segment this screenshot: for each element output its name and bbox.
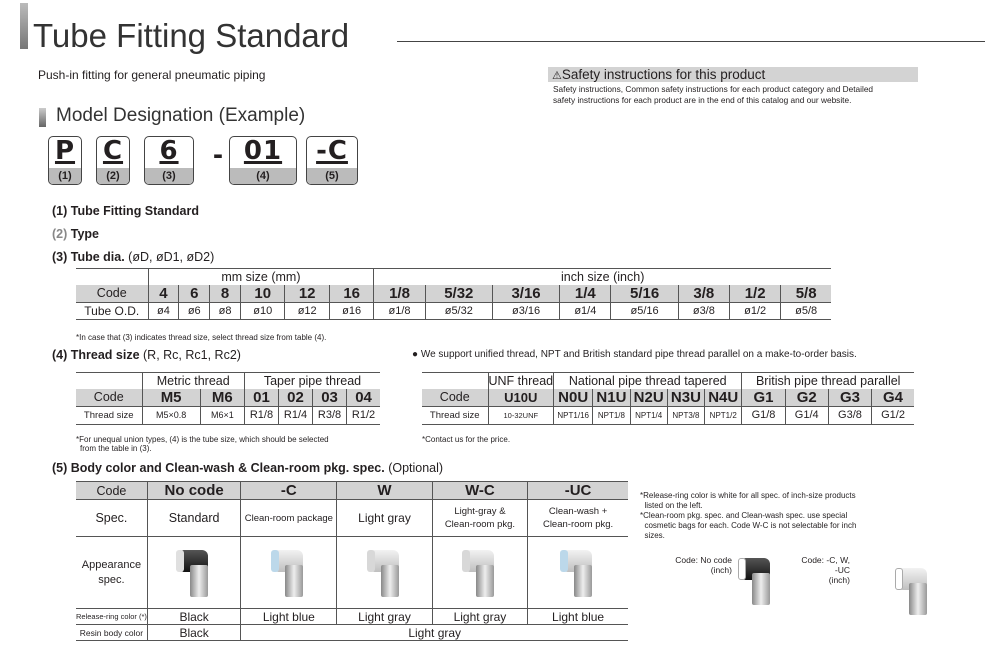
note-line: *Release-ring color is white for all spec. of inch-size products bbox=[640, 491, 856, 500]
code-cell: 12 bbox=[285, 285, 329, 303]
code-cell: 5/32 bbox=[425, 285, 492, 303]
od-cell: ø16 bbox=[329, 303, 373, 320]
code-cell: G2 bbox=[785, 389, 828, 407]
od-cell: ø3/16 bbox=[492, 303, 559, 320]
section-3-norm: (øD, øD1, øD2) bbox=[128, 250, 215, 264]
od-cell: ø1/4 bbox=[560, 303, 611, 320]
unequal-union-note bbox=[76, 435, 329, 453]
size-cell: G1/4 bbox=[785, 406, 828, 424]
code-cell: -C bbox=[241, 482, 337, 500]
caption-line: Code: No code bbox=[675, 555, 732, 565]
size-cell: NPT1/4 bbox=[630, 406, 667, 424]
note-line: cosmetic bags for each. Code W-C is not selectable for inch bbox=[640, 521, 857, 530]
unf-thread-header: UNF thread bbox=[488, 373, 554, 388]
fitting-lightgray-image bbox=[462, 545, 498, 597]
code-cell: No code bbox=[147, 482, 241, 500]
section-3-title bbox=[52, 250, 214, 264]
od-cell: ø8 bbox=[210, 303, 241, 320]
caption-line: Code: -C, W, bbox=[801, 555, 850, 565]
safety-heading-text: Safety instructions for this product bbox=[561, 67, 766, 82]
code-cell: N3U bbox=[667, 389, 704, 407]
code-cell: G3 bbox=[828, 389, 871, 407]
section-4-title bbox=[52, 348, 241, 362]
size-cell: 10-32UNF bbox=[488, 406, 554, 424]
model-key-c bbox=[96, 136, 130, 185]
od-cell: ø1/2 bbox=[729, 303, 780, 320]
unf-npt-bsp-thread-table bbox=[422, 372, 914, 425]
caption-line: -UC bbox=[834, 565, 850, 575]
section-5-bold: (5) Body color and Clean-wash & Clean-room pkg. spec. bbox=[52, 461, 385, 475]
code-cell: 3/8 bbox=[678, 285, 729, 303]
code-label: Code bbox=[76, 482, 147, 500]
size-cell: R1/4 bbox=[279, 406, 313, 424]
fitting-lightgray-inch-image bbox=[895, 563, 931, 615]
inch-nocode-caption bbox=[660, 555, 732, 575]
size-cell: R1/8 bbox=[244, 406, 278, 424]
safety-box bbox=[548, 67, 918, 117]
make-to-order-note: ● We support unified thread, NPT and British standard pipe thread parallel on a make-to-order basis. bbox=[412, 349, 857, 360]
key-char: C bbox=[102, 136, 124, 166]
appearance-cell bbox=[241, 537, 337, 609]
title-accent-bar bbox=[20, 3, 28, 49]
code-cell: N1U bbox=[593, 389, 630, 407]
appearance-cell bbox=[432, 537, 527, 609]
spec-cell: Clean-room package bbox=[241, 500, 337, 537]
section-5-norm: (Optional) bbox=[388, 461, 444, 475]
npt-header: National pipe thread tapered bbox=[554, 373, 742, 389]
thread-size-label: Thread size bbox=[422, 406, 488, 424]
code-cell: 04 bbox=[347, 389, 380, 407]
key-char: P bbox=[54, 136, 76, 166]
appearance-label bbox=[76, 537, 147, 609]
contact-price-note: *Contact us for the price. bbox=[422, 435, 511, 444]
blank-cell bbox=[422, 373, 488, 389]
fitting-black-inch-image bbox=[738, 553, 774, 605]
thread-size-label: Thread size bbox=[76, 406, 142, 424]
taper-thread-header: Taper pipe thread bbox=[244, 373, 380, 389]
key-number: (4) bbox=[230, 168, 296, 184]
spec-cell: Light gray bbox=[337, 500, 432, 537]
model-key-p bbox=[48, 136, 82, 185]
fitting-black-image bbox=[176, 545, 212, 597]
key-dash: - bbox=[213, 138, 223, 171]
code-cell: N4U bbox=[705, 389, 742, 407]
size-cell: G1/2 bbox=[872, 406, 914, 424]
fitting-lightgray-image bbox=[367, 545, 403, 597]
code-cell: 16 bbox=[329, 285, 373, 303]
key-number: (1) bbox=[49, 168, 81, 184]
code-cell: W-C bbox=[432, 482, 527, 500]
key-char: 6 bbox=[159, 136, 179, 166]
model-key-01 bbox=[229, 136, 297, 185]
od-cell: ø1/8 bbox=[374, 303, 425, 320]
caption-line: (inch) bbox=[828, 575, 850, 585]
code-cell: G1 bbox=[742, 389, 785, 407]
metric-thread-header: Metric thread bbox=[142, 373, 244, 389]
section-2-number: (2) bbox=[52, 227, 68, 241]
key-number: (5) bbox=[307, 168, 357, 184]
appearance-cell bbox=[337, 537, 432, 609]
od-cell: ø5/32 bbox=[425, 303, 492, 320]
section-2-title bbox=[52, 227, 99, 241]
note-line: listed on the left. bbox=[640, 501, 703, 510]
body-color-notes bbox=[640, 491, 856, 541]
spec-cell: Light-gray & Clean-room pkg. bbox=[432, 500, 527, 537]
page-title: Tube Fitting Standard bbox=[33, 17, 350, 54]
code-cell: 02 bbox=[279, 389, 313, 407]
tube-dia-table bbox=[76, 268, 831, 320]
note-line: *Clean-room pkg. spec. and Clean-wash spec. use special bbox=[640, 511, 848, 520]
metric-taper-thread-table bbox=[76, 372, 380, 425]
resin-cell: Black bbox=[147, 625, 241, 641]
appearance-label-line: spec. bbox=[98, 573, 125, 586]
code-label: Code bbox=[422, 389, 488, 407]
blank-cell bbox=[76, 269, 148, 285]
key-number: (2) bbox=[97, 168, 129, 184]
section-4-bold: (4) Thread size bbox=[52, 348, 140, 362]
section-1-title: (1) Tube Fitting Standard bbox=[52, 204, 199, 218]
appearance-cell bbox=[147, 537, 241, 609]
code-label: Code bbox=[76, 389, 142, 407]
code-cell: N2U bbox=[630, 389, 667, 407]
release-ring-label: Release-ring color (*) bbox=[76, 609, 147, 625]
code-cell: 5/8 bbox=[781, 285, 831, 303]
code-cell: M5 bbox=[142, 389, 200, 407]
code-cell: 6 bbox=[179, 285, 210, 303]
title-rule bbox=[397, 41, 985, 42]
code-cell: U10U bbox=[488, 389, 554, 407]
model-key-6 bbox=[144, 136, 194, 185]
bsp-header: British pipe thread parallel bbox=[742, 373, 914, 389]
code-cell: 4 bbox=[148, 285, 179, 303]
od-cell: ø3/8 bbox=[678, 303, 729, 320]
tube-dia-note: *In case that (3) indicates thread size, select thread size from table (4). bbox=[76, 333, 327, 342]
code-cell: 8 bbox=[210, 285, 241, 303]
code-cell: 1/4 bbox=[560, 285, 611, 303]
note-line: *For unequal union types, (4) is the tube size, which should be selected bbox=[76, 435, 329, 444]
code-cell: W bbox=[337, 482, 432, 500]
blank-cell bbox=[76, 373, 142, 389]
release-cell: Black bbox=[147, 609, 241, 625]
model-key-c-option bbox=[306, 136, 358, 185]
resin-body-label: Resin body color bbox=[76, 625, 147, 641]
safety-line: Safety instructions, Common safety instructions for each product category and Detailed bbox=[553, 84, 874, 94]
code-cell: 5/16 bbox=[611, 285, 678, 303]
fitting-lightgray-image bbox=[271, 545, 307, 597]
od-label: Tube O.D. bbox=[76, 303, 148, 320]
appearance-cell bbox=[528, 537, 628, 609]
resin-cell: Light gray bbox=[241, 625, 628, 641]
body-color-table bbox=[76, 481, 628, 641]
size-cell: G3/8 bbox=[828, 406, 871, 424]
code-cell: 01 bbox=[244, 389, 278, 407]
section-5-title bbox=[52, 461, 443, 475]
safety-text bbox=[548, 82, 918, 106]
size-cell: M5×0.8 bbox=[142, 406, 200, 424]
spec-label: Spec. bbox=[76, 500, 147, 537]
release-cell: Light blue bbox=[528, 609, 628, 625]
od-cell: ø6 bbox=[179, 303, 210, 320]
section-2-text: Type bbox=[70, 227, 100, 241]
key-char: 01 bbox=[243, 136, 283, 166]
code-cell: 03 bbox=[313, 389, 347, 407]
code-cell: N0U bbox=[554, 389, 593, 407]
inch-size-header: inch size (inch) bbox=[374, 269, 831, 285]
appearance-label-line: Appearance bbox=[81, 558, 142, 571]
code-cell: 1/8 bbox=[374, 285, 425, 303]
size-cell: NPT1/8 bbox=[593, 406, 630, 424]
caption-line: (inch) bbox=[710, 565, 732, 575]
code-label: Code bbox=[76, 285, 148, 303]
release-cell: Light blue bbox=[241, 609, 337, 625]
od-cell: ø5/16 bbox=[611, 303, 678, 320]
warning-icon: ⚠ bbox=[552, 70, 562, 82]
safety-heading bbox=[548, 67, 918, 82]
code-cell: M6 bbox=[200, 389, 244, 407]
code-cell: -UC bbox=[528, 482, 628, 500]
fitting-lightgray-image bbox=[560, 545, 596, 597]
od-cell: ø4 bbox=[148, 303, 179, 320]
size-cell: R1/2 bbox=[347, 406, 380, 424]
size-cell: M6×1 bbox=[200, 406, 244, 424]
od-cell: ø10 bbox=[240, 303, 284, 320]
mm-size-header: mm size (mm) bbox=[148, 269, 374, 285]
spec-cell: Standard bbox=[147, 500, 241, 537]
model-designation-title: Model Designation (Example) bbox=[56, 105, 306, 126]
od-cell: ø12 bbox=[285, 303, 329, 320]
safety-line: safety instructions for each product are in the end of this catalog and our website. bbox=[553, 95, 852, 105]
spec-cell: Clean-wash + Clean-room pkg. bbox=[528, 500, 628, 537]
key-char: -C bbox=[316, 136, 348, 166]
note-line: sizes. bbox=[640, 531, 665, 540]
note-line: from the table in (3). bbox=[80, 444, 152, 453]
key-number: (3) bbox=[145, 168, 193, 184]
inch-option-caption bbox=[790, 555, 850, 585]
release-cell: Light gray bbox=[432, 609, 527, 625]
size-cell: NPT3/8 bbox=[667, 406, 704, 424]
size-cell: R3/8 bbox=[313, 406, 347, 424]
release-cell: Light gray bbox=[337, 609, 432, 625]
section-4-norm: (R, Rc, Rc1, Rc2) bbox=[143, 348, 241, 362]
subtitle: Push-in fitting for general pneumatic piping bbox=[38, 68, 266, 82]
od-cell: ø5/8 bbox=[781, 303, 831, 320]
section-3-bold: (3) Tube dia. bbox=[52, 250, 125, 264]
code-cell: 1/2 bbox=[729, 285, 780, 303]
code-cell: G4 bbox=[872, 389, 914, 407]
section-accent-bar bbox=[39, 108, 46, 127]
size-cell: NPT1/16 bbox=[554, 406, 593, 424]
code-cell: 10 bbox=[240, 285, 284, 303]
code-cell: 3/16 bbox=[492, 285, 559, 303]
size-cell: G1/8 bbox=[742, 406, 785, 424]
size-cell: NPT1/2 bbox=[705, 406, 742, 424]
